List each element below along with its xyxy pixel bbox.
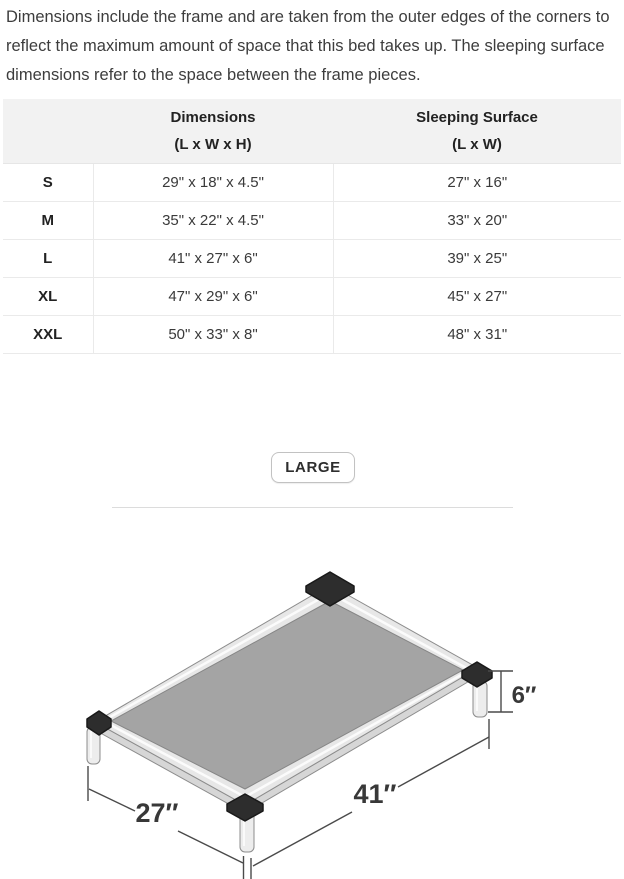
dimensions-column-header: [93, 99, 333, 164]
divider-line: [112, 507, 513, 508]
length-dim-line-b: [398, 737, 489, 787]
header-row: [3, 99, 621, 164]
dimensions-cell: 41" x 27" x 6": [93, 240, 333, 278]
dimensions-cell: 29" x 18" x 4.5": [93, 164, 333, 202]
dimensions-cell: 47" x 29" x 6": [93, 278, 333, 316]
table-row-xxl: [3, 316, 621, 354]
dimensions-cell: 50" x 33" x 8": [93, 316, 333, 354]
sleeping-surface-column-header: [333, 99, 621, 164]
height-dimension-label: 6″: [511, 682, 537, 709]
sleeping-surface-cell: 27" x 16": [333, 164, 621, 202]
width-dimension-label: 27″: [135, 798, 179, 828]
width-dim-line-b: [178, 831, 243, 863]
dimensions-description: Dimensions include the frame and are taken from the outer edges of the corners to reflect the maximum amount of space that this bed takes up. The sleeping surface dimensions refer to the space between the frame pieces.: [6, 8, 610, 84]
size-cell: XXL: [3, 316, 93, 354]
dimensions-header-line1: Dimensions: [170, 109, 256, 126]
size-cell: M: [3, 202, 93, 240]
sleeping-surface-header-line2: (L x W): [452, 136, 502, 153]
sleeping-surface-cell: 33" x 20": [333, 202, 621, 240]
selected-size-button[interactable]: LARGE: [271, 452, 355, 483]
size-chart-table: [3, 99, 621, 354]
sleeping-surface-header-line1: Sleeping Surface: [416, 109, 538, 126]
length-dim-line-a: [253, 812, 352, 866]
table-row-m: [3, 202, 621, 240]
dimensions-header-line2: (L x W x H): [174, 136, 252, 153]
size-column-header: [3, 99, 93, 164]
length-dimension-label: 41″: [353, 779, 397, 809]
table-row-s: [3, 164, 621, 202]
size-cell: S: [3, 164, 93, 202]
sleeping-surface-cell: 39" x 25": [333, 240, 621, 278]
size-cell: L: [3, 240, 93, 278]
dimensions-cell: 35" x 22" x 4.5": [93, 202, 333, 240]
table-row-l: [3, 240, 621, 278]
bed-diagram: [0, 510, 624, 879]
sleeping-surface-cell: 48" x 31": [333, 316, 621, 354]
table-row-xl: [3, 278, 621, 316]
size-cell: XL: [3, 278, 93, 316]
sleeping-surface-cell: 45" x 27": [333, 278, 621, 316]
width-dim-line-a: [89, 789, 135, 811]
